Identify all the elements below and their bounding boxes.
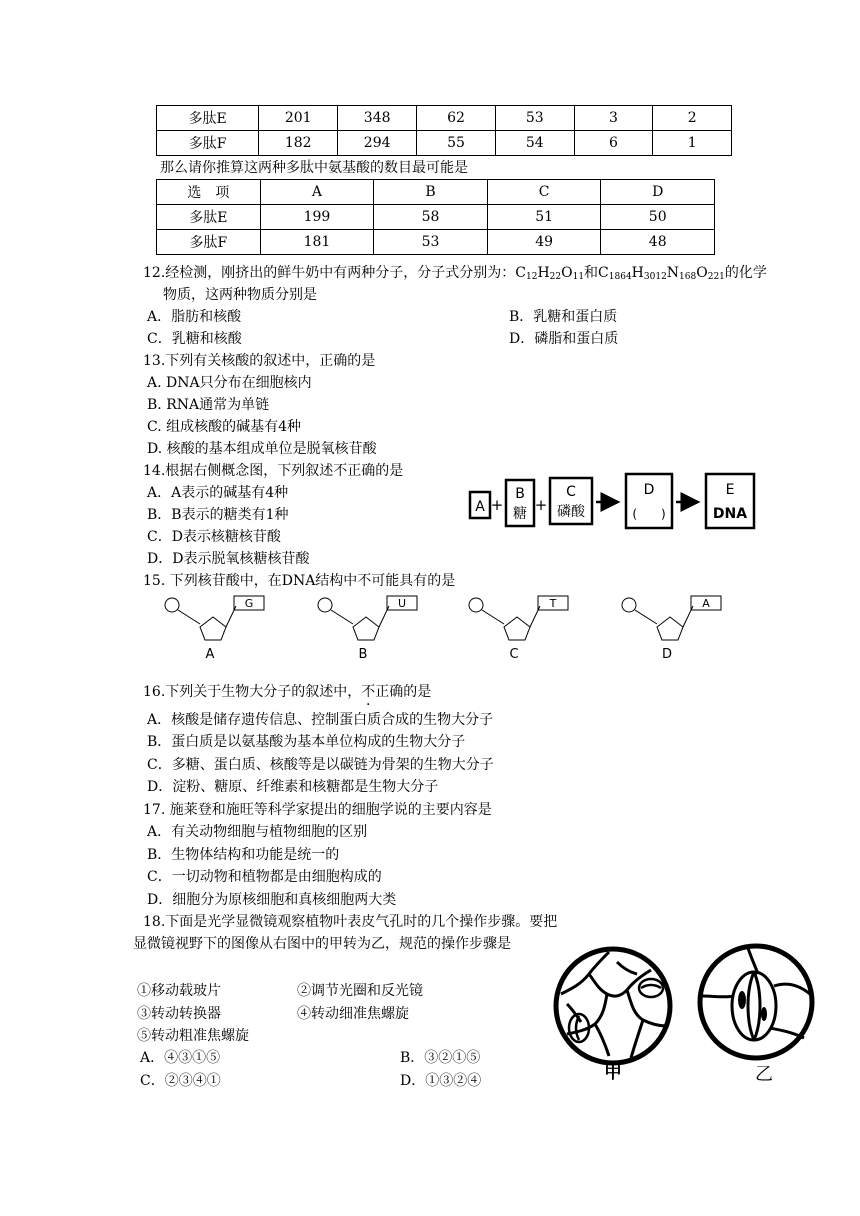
q12-text: 的化学 <box>724 265 767 281</box>
svg-text:G: G <box>244 597 254 610</box>
q13-stem: 13.下列有关核酸的叙述中，正确的是 <box>143 353 376 369</box>
table-cell: 62 <box>417 106 496 131</box>
svg-text:DNA: DNA <box>712 506 748 522</box>
q17-option-b: B．生物体结构和功能是统一的 <box>147 847 340 863</box>
svg-text:A: A <box>702 597 710 610</box>
microscope-view-jia <box>551 944 677 1084</box>
q12-text: 12.经检测，刚挤出的鲜牛奶中有两种分子，分子式分别为： <box>143 265 516 281</box>
q17-option-c: C．一切动物和植物都是由细胞构成的 <box>147 869 382 885</box>
nucleotide-a <box>165 596 264 662</box>
header-cell: D <box>601 180 715 205</box>
svg-text:A: A <box>475 499 485 515</box>
table-cell: 2 <box>653 106 732 131</box>
svg-text:磷酸: 磷酸 <box>557 504 585 520</box>
q18-step-4: ④转动细准焦螺旋 <box>297 1006 409 1022</box>
formula-2: $C_{1864}H_{3012}N_{168}O_{221}$ <box>598 265 725 282</box>
concept-diagram <box>466 470 766 534</box>
q18-step-3: ③转动转换器 <box>137 1006 221 1022</box>
q17-option-a: A．有关动物细胞与植物细胞的区别 <box>147 824 368 840</box>
table-row <box>157 180 715 205</box>
table-row <box>157 131 732 156</box>
q15-stem: 15. 下列核苷酸中，在DNA结构中不可能具有的是 <box>143 573 456 589</box>
q16-option-b: B．蛋白质是以氨基酸为基本单位构成的生物大分子 <box>147 734 466 750</box>
q14-option-a: A．A表示的碱基有4种 <box>147 485 289 501</box>
amino-acid-table <box>156 105 732 156</box>
table-cell: 55 <box>417 131 496 156</box>
table-cell: 6 <box>574 131 653 156</box>
microscope-view-yi <box>694 940 820 1084</box>
q18-option-b: B．③②①⑤ <box>400 1050 481 1066</box>
q13-option-d: D. 核酸的基本组成单位是脱氧核苷酸 <box>147 441 377 457</box>
q13-option-a: A. DNA只分布在细胞核内 <box>147 375 312 391</box>
table-cell: 1 <box>653 131 732 156</box>
table-cell: 201 <box>259 106 338 131</box>
q17-stem: 17. 施莱登和施旺等科学家提出的细胞学说的主要内容是 <box>143 802 492 818</box>
svg-text:D: D <box>661 647 673 662</box>
table-row <box>157 106 732 131</box>
q18-option-d: D．①③②④ <box>400 1073 482 1089</box>
table-cell: 50 <box>601 205 715 230</box>
svg-text:乙: 乙 <box>755 1064 773 1084</box>
table-cell: 49 <box>487 230 601 255</box>
q12-option-a: A．脂肪和核酸 <box>147 309 242 325</box>
q14-option-b: B．B表示的糖类有1种 <box>147 507 289 523</box>
svg-text:糖: 糖 <box>513 506 527 522</box>
q16-option-c: C．多糖、蛋白质、核酸等是以碳链为骨架的生物大分子 <box>147 757 494 773</box>
table-row <box>157 230 715 255</box>
q17-option-d: D．细胞分为原核细胞和真核细胞两大类 <box>147 892 397 908</box>
table-cell: 199 <box>260 205 374 230</box>
nucleotide-b <box>318 596 417 662</box>
q16-option-d: D．淀粉、糖原、纤维素和核糖都是生物大分子 <box>147 779 439 795</box>
nucleotide-options <box>150 590 750 662</box>
q12-stem-line2: 物质，这两种物质分别是 <box>163 287 317 303</box>
q18-stem-line1: 18.下面是光学显微镜观察植物叶表皮气孔时的几个操作步骤。要把 <box>143 914 558 930</box>
q12-option-d: D．磷脂和蛋白质 <box>509 331 619 347</box>
q13-option-b: B. RNA通常为单链 <box>147 397 270 413</box>
table-cell: 182 <box>259 131 338 156</box>
emphasis-not: 不 <box>361 684 376 700</box>
q18-option-c: C．②③④① <box>140 1073 221 1089</box>
q12-text: 和 <box>584 265 599 281</box>
row-label: 多肽F <box>157 131 259 156</box>
header-cell: C <box>487 180 601 205</box>
q16-option-a: A．核酸是储存遗传信息、控制蛋白质合成的生物大分子 <box>147 712 494 728</box>
q11-text: 那么请你推算这两种多肽中氨基酸的数目最可能是 <box>160 160 468 176</box>
svg-text:B: B <box>358 647 368 662</box>
table-cell: 181 <box>260 230 374 255</box>
svg-text:C: C <box>566 484 576 500</box>
q18-step-2: ②调节光圈和反光镜 <box>297 983 423 999</box>
svg-text:A: A <box>205 647 215 662</box>
row-label: 多肽E <box>157 205 261 230</box>
q12-option-b: B．乳糖和蛋白质 <box>509 309 618 325</box>
svg-text:T: T <box>549 597 557 610</box>
row-label: 多肽E <box>157 106 259 131</box>
svg-text:( ): ( ) <box>632 507 666 521</box>
svg-text:+: + <box>490 496 504 514</box>
q18-option-a: A．④③①⑤ <box>140 1050 221 1066</box>
table-cell: 48 <box>601 230 715 255</box>
table-cell: 51 <box>487 205 601 230</box>
options-table <box>156 179 715 255</box>
table-cell: 53 <box>495 106 574 131</box>
q18-step-5: ⑤转动粗准焦螺旋 <box>137 1028 249 1044</box>
table-cell: 58 <box>374 205 488 230</box>
table-cell: 294 <box>338 131 417 156</box>
q14-option-d: D．D表示脱氧核糖核苷酸 <box>147 551 310 567</box>
q13-option-c: C. 组成核酸的碱基有4种 <box>147 419 302 435</box>
svg-text:+: + <box>534 496 548 514</box>
q18-step-1: ①移动载玻片 <box>137 983 221 999</box>
header-cell: B <box>374 180 488 205</box>
q12-option-c: C．乳糖和核酸 <box>147 331 242 347</box>
nucleotide-c <box>469 596 568 662</box>
table-cell: 53 <box>374 230 488 255</box>
q16-stem: 16.下列关于生物大分子的叙述中，不正确的是 <box>143 684 432 700</box>
row-label: 多肽F <box>157 230 261 255</box>
table-cell: 348 <box>338 106 417 131</box>
svg-text:甲: 甲 <box>604 1062 622 1083</box>
header-cell: A <box>260 180 374 205</box>
header-cell: 选 项 <box>157 180 261 205</box>
svg-text:U: U <box>397 597 407 610</box>
svg-text:B: B <box>515 486 525 502</box>
table-cell: 3 <box>574 106 653 131</box>
table-cell: 54 <box>495 131 574 156</box>
svg-text:E: E <box>725 482 735 498</box>
svg-text:C: C <box>509 647 519 662</box>
svg-text:D: D <box>643 482 655 498</box>
q18-stem-line2: 显微镜视野下的图像从右图中的甲转为乙，规范的操作步骤是 <box>133 936 511 952</box>
q14-stem: 14.根据右侧概念图，下列叙述不正确的是 <box>143 463 404 479</box>
table-row <box>157 205 715 230</box>
q14-option-c: C．D表示核糖核苷酸 <box>147 529 281 545</box>
nucleotide-d <box>622 596 721 662</box>
formula-1: $C_{12}H_{22}O_{11}$ <box>515 265 585 282</box>
